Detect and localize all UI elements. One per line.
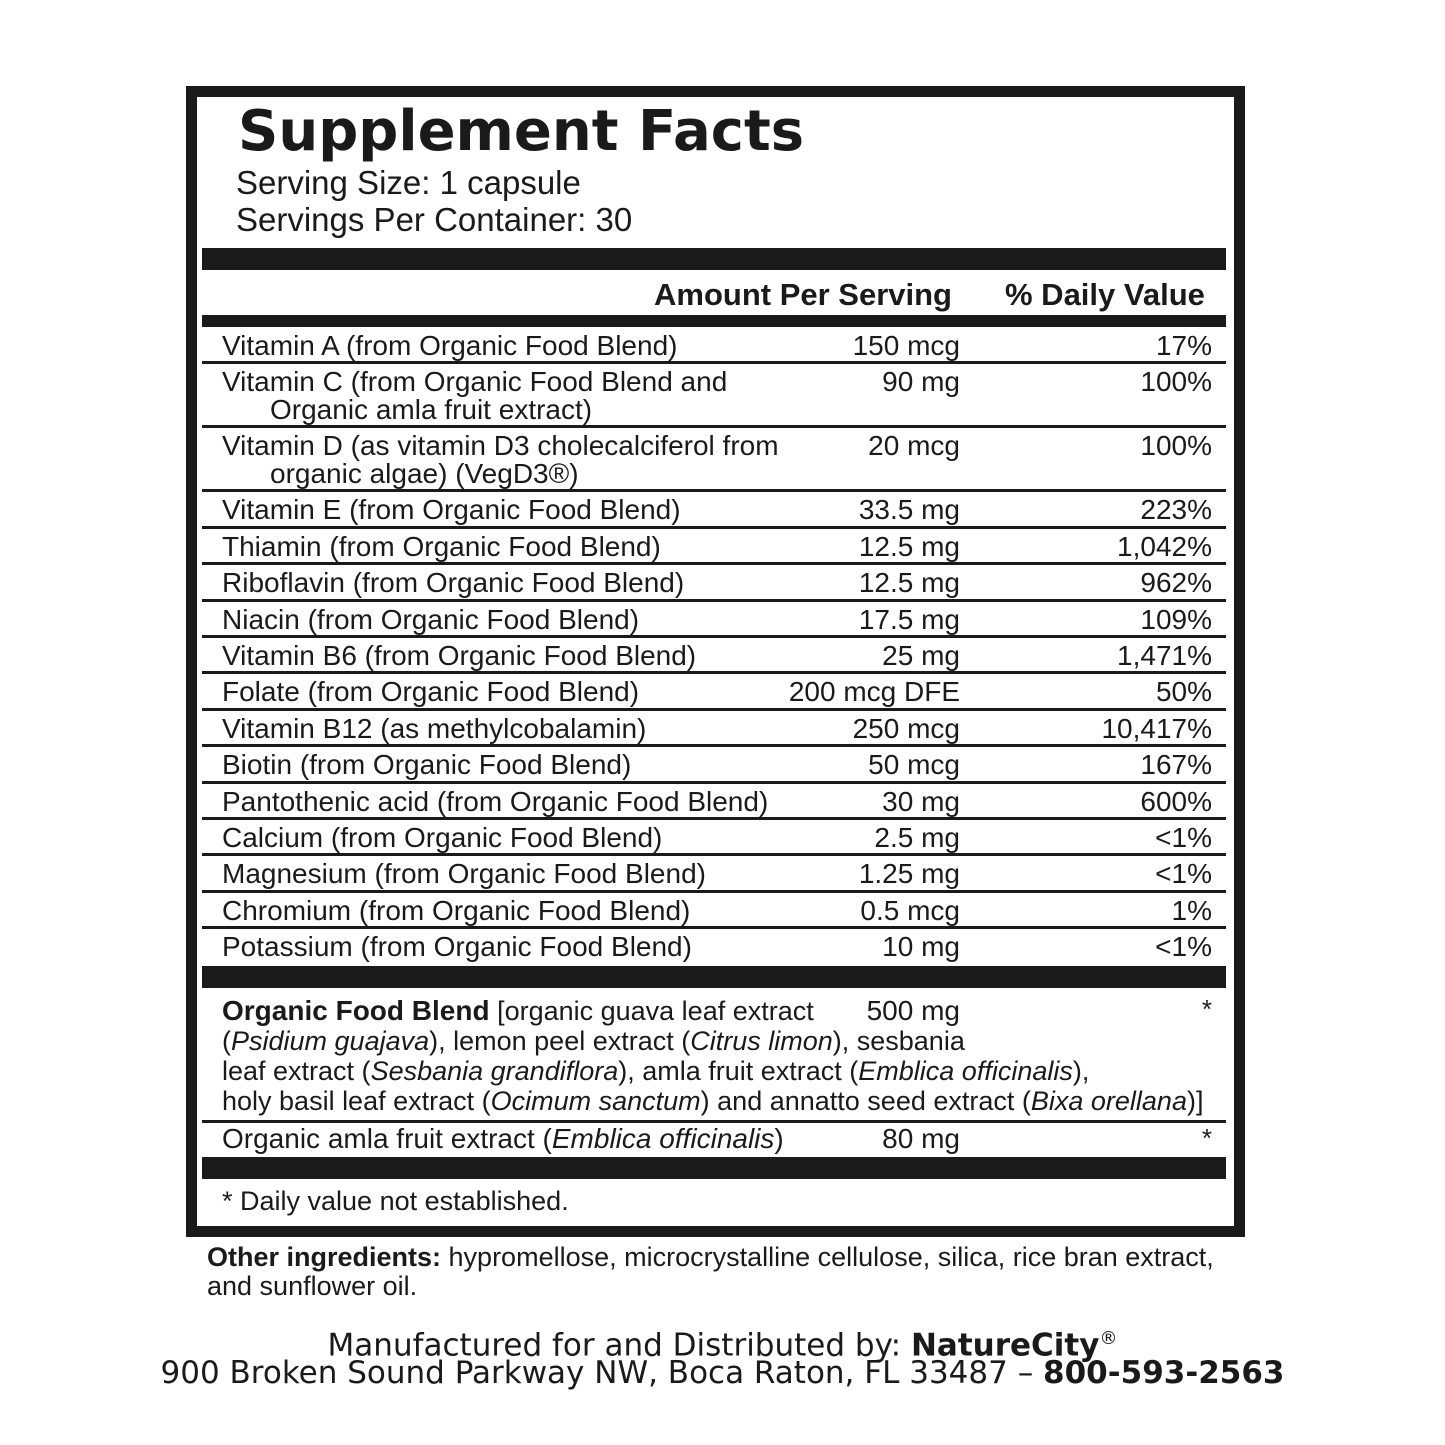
nutrient-name-continued: Organic amla fruit extract) (270, 394, 593, 426)
nutrient-daily-value: 10,417% (1101, 712, 1212, 744)
nutrient-name: Thiamin (from Organic Food Blend) (222, 530, 661, 562)
row-divider (202, 853, 1226, 856)
thick-divider-bottom (202, 1157, 1226, 1179)
nutrient-amount: 250 mcg (852, 712, 960, 744)
nutrient-daily-value: 1,471% (1117, 640, 1212, 671)
phone-number: 800-593-2563 (1043, 1355, 1285, 1391)
thick-divider-blend (202, 966, 1226, 988)
nutrient-name: Calcium (from Organic Food Blend) (222, 822, 663, 853)
row-divider (202, 489, 1226, 492)
nutrient-name: Vitamin E (from Organic Food Blend) (222, 494, 681, 526)
row-divider (202, 817, 1226, 820)
row-divider (202, 744, 1226, 747)
nutrient-name: Biotin (from Organic Food Blend) (222, 749, 632, 781)
nutrient-daily-value: 17% (1155, 330, 1212, 361)
nutrient-name: Chromium (from Organic Food Blend) (222, 894, 691, 926)
nutrient-daily-value: 100% (1140, 366, 1212, 398)
nutrient-name: Magnesium (from Organic Food Blend) (222, 858, 706, 890)
nutrient-name: Pantothenic acid (from Organic Food Blend) (222, 785, 769, 817)
panel-title: Supplement Facts (238, 99, 805, 164)
nutrient-amount: 1.25 mg (858, 858, 960, 890)
footnote: * Daily value not established. (222, 1186, 569, 1216)
nutrient-daily-value: 1% (1171, 894, 1212, 926)
row-divider (202, 635, 1226, 638)
nutrient-amount: 50 mcg (868, 749, 960, 781)
nutrient-daily-value: <1% (1155, 858, 1212, 890)
address-line: 900 Broken Sound Parkway NW, Boca Raton, FL 33487 – 800-593-2563 (160, 1355, 1285, 1391)
nutrient-amount: 25 mg (882, 640, 960, 671)
nutrient-name: Riboflavin (from Organic Food Blend) (222, 567, 685, 599)
nutrient-daily-value: <1% (1155, 931, 1212, 963)
nutrient-daily-value: 962% (1140, 567, 1212, 599)
nutrient-name-continued: organic algae) (VegD3®) (270, 458, 579, 490)
nutrient-daily-value: 167% (1140, 749, 1212, 781)
nutrient-name: Vitamin A (from Organic Food Blend) (222, 330, 678, 361)
nutrient-daily-value: 1,042% (1117, 530, 1212, 562)
row-divider (202, 671, 1226, 674)
blend-amount: 500 mg (866, 995, 960, 1026)
nutrient-amount: 2.5 mg (874, 822, 960, 853)
nutrient-amount: 0.5 mcg (860, 894, 960, 926)
nutrient-amount: 12.5 mg (858, 567, 960, 599)
row-divider (202, 526, 1226, 529)
nutrient-daily-value: 223% (1140, 494, 1212, 526)
nutrient-daily-value: <1% (1155, 822, 1212, 853)
nutrient-amount: 30 mg (882, 785, 960, 817)
row-divider (202, 890, 1226, 893)
nutrient-amount: 200 mcg DFE (788, 676, 960, 708)
nutrient-amount: 17.5 mg (858, 603, 960, 635)
blend-daily-value: * (1201, 994, 1212, 1024)
nutrient-amount: 90 mg (882, 366, 960, 398)
blend-name: Organic Food Blend (222, 995, 490, 1026)
nutrient-name: Potassium (from Organic Food Blend) (222, 931, 692, 963)
medium-divider (202, 315, 1226, 327)
nutrient-daily-value: 600% (1140, 785, 1212, 817)
nutrient-name: Folate (from Organic Food Blend) (222, 676, 640, 708)
thick-divider-top (202, 248, 1226, 270)
nutrient-name: Vitamin B12 (as methylcobalamin) (222, 712, 647, 744)
row-divider (202, 926, 1226, 929)
servings-per-container: Servings Per Container: 30 (236, 201, 633, 238)
nutrient-amount: 10 mg (882, 931, 960, 963)
other-ingredients: Other ingredients: hypromellose, microcrystalline cellulose, silica, rice bran extract, and sunflower oil. (207, 1242, 1214, 1301)
row-divider (202, 599, 1226, 602)
nutrient-name: Vitamin D (as vitamin D3 cholecalciferol from (222, 430, 779, 462)
nutrient-name: Niacin (from Organic Food Blend) (222, 603, 640, 635)
nutrient-amount: 20 mcg (868, 430, 960, 462)
nutrient-amount: 150 mcg (852, 330, 960, 361)
row-divider (202, 708, 1226, 711)
row-divider (202, 781, 1226, 784)
row-divider (202, 425, 1226, 428)
nutrient-name: Vitamin C (from Organic Food Blend and (222, 366, 728, 398)
nutrient-amount: 33.5 mg (858, 494, 960, 526)
brand-name: NatureCity (910, 1327, 1100, 1364)
header-daily-value: % Daily Value (1005, 277, 1205, 312)
amla-daily-value: * (1201, 1123, 1212, 1153)
nutrient-daily-value: 50% (1155, 676, 1212, 708)
nutrient-name: Vitamin B6 (from Organic Food Blend) (222, 640, 697, 671)
nutrient-daily-value: 100% (1140, 430, 1212, 462)
serving-size: Serving Size: 1 capsule (236, 164, 581, 201)
nutrient-amount: 12.5 mg (858, 530, 960, 562)
row-divider (202, 562, 1226, 565)
row-divider (202, 361, 1226, 364)
nutrient-daily-value: 109% (1140, 603, 1212, 635)
manufacturer-line: Manufactured for and Distributed by: NatureCity® (327, 1327, 1118, 1364)
header-amount-per-serving: Amount Per Serving (654, 277, 952, 312)
amla-amount: 80 mg (882, 1123, 960, 1154)
